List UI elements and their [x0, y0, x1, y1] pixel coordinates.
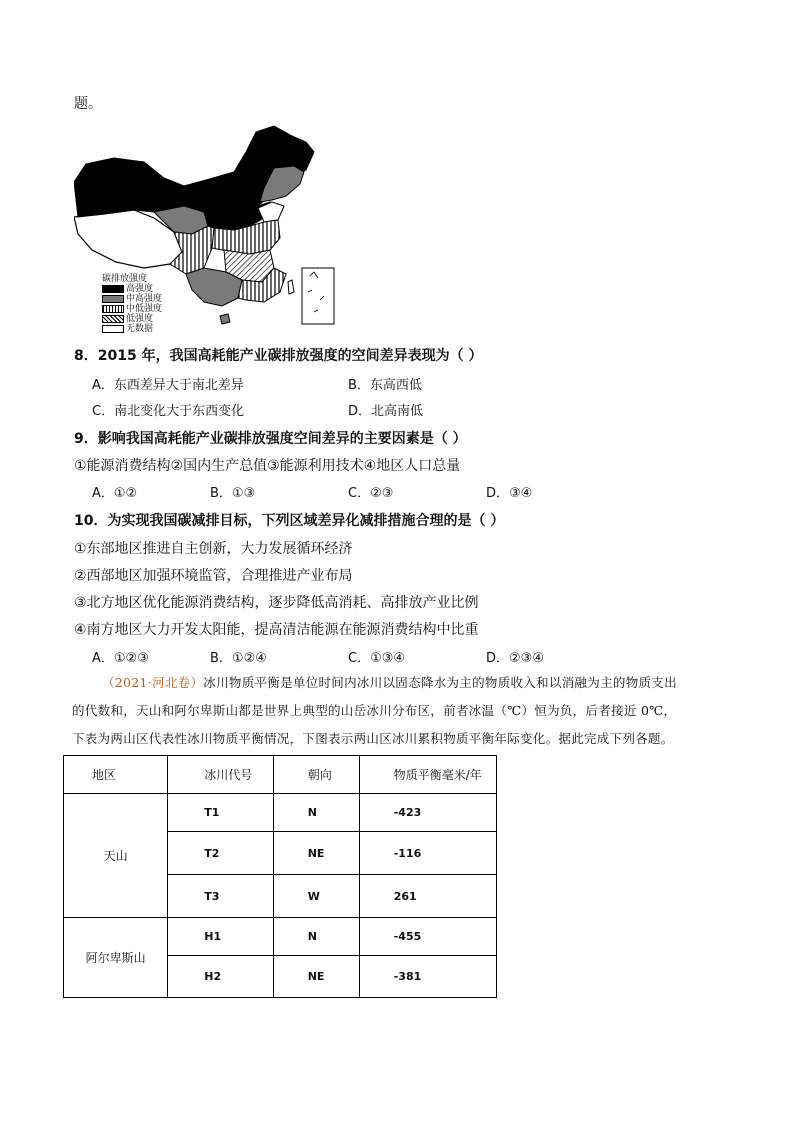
legend-swatch-none: [102, 325, 124, 333]
legend-swatch-mid-low: [102, 305, 124, 313]
legend-mid-low: 中低强度: [126, 304, 163, 314]
passage-line-1: （2021·河北卷）冰川物质平衡是单位时间内冰川以固态降水为主的物质收入和以消融为主的物质支出: [102, 675, 677, 690]
glacier-code: T3: [168, 875, 273, 918]
q10-statement-2: ②西部地区加强环境监管，合理推进产业布局: [74, 568, 353, 584]
glacier-balance: -381: [359, 956, 496, 998]
q8-option-d[interactable]: D．北高南低: [348, 404, 424, 419]
legend-low: 低强度: [126, 314, 154, 324]
legend-high: 高强度: [126, 284, 154, 294]
q9-option-c[interactable]: C．②③: [348, 486, 394, 501]
glacier-dir: NE: [273, 832, 359, 875]
q10-statement-3: ③北方地区优化能源消费结构，逐步降低高消耗、高排放产业比例: [74, 595, 479, 611]
passage-line-2: 的代数和，天山和阿尔卑斯山都是世界上典型的山岳冰川分布区，前者冰温（℃）恒为负，后者接近 0℃，: [72, 703, 677, 718]
glacier-balance: 261: [359, 875, 496, 918]
q8-option-b[interactable]: B．东高西低: [348, 378, 422, 393]
glacier-dir: NE: [273, 956, 359, 998]
south-sea-inset: [302, 268, 334, 324]
glacier-balance: -116: [359, 832, 496, 875]
region-hainan: [220, 314, 230, 324]
q10-statement-1: ①东部地区推进自主创新，大力发展循环经济: [74, 541, 353, 557]
q10-statement-4: ④南方地区大力开发太阳能，提高清洁能源在能源消费结构中比重: [74, 622, 479, 638]
table-header-row: [64, 756, 497, 794]
table-header-code: 冰川代号: [168, 756, 273, 794]
q8-option-c[interactable]: C．南北变化大于东西变化: [92, 404, 245, 419]
table-header-dir: 朝向: [273, 756, 359, 794]
glacier-code: T2: [168, 832, 273, 875]
source-tag: （2021·河北卷）: [102, 675, 204, 690]
region-tianshan: 天山: [64, 794, 168, 918]
q10-stem: 10．为实现我国碳减排目标，下列区域差异化减排措施合理的是（ ）: [74, 513, 505, 529]
glacier-balance-table: [63, 755, 497, 998]
table-header-balance: 物质平衡毫米/年: [359, 756, 496, 794]
table-header-region: 地区: [64, 756, 168, 794]
china-carbon-map: [74, 122, 344, 337]
legend-swatch-low: [102, 315, 124, 323]
q10-option-d[interactable]: D．②③④: [486, 651, 544, 666]
q9-option-d[interactable]: D．③④: [486, 486, 533, 501]
legend-swatch-mid-high: [102, 295, 124, 303]
region-taiwan: [288, 280, 294, 294]
q8-stem: 8．2015 年，我国高耗能产业碳排放强度的空间差异表现为（ ）: [74, 348, 483, 364]
legend-none: 无数据: [126, 324, 154, 334]
glacier-code: T1: [168, 794, 273, 832]
legend-swatch-high: [102, 285, 124, 293]
q10-option-c[interactable]: C．①③④: [348, 651, 406, 666]
glacier-dir: W: [273, 875, 359, 918]
region-alps: 阿尔卑斯山: [64, 918, 168, 998]
q8-option-a[interactable]: A．东西差异大于南北差异: [92, 378, 244, 393]
header-fragment: 题。: [74, 96, 102, 112]
q9-stem: 9．影响我国高耗能产业碳排放强度空间差异的主要因素是（ ）: [74, 431, 467, 447]
table-row: [64, 918, 497, 956]
glacier-balance: -455: [359, 918, 496, 956]
glacier-code: H1: [168, 918, 273, 956]
passage-line-3: 下表为两山区代表性冰川物质平衡情况，下图表示两山区冰川累积物质平衡年际变化。据此完成下列各题。: [72, 731, 674, 746]
glacier-dir: N: [273, 918, 359, 956]
legend-title: 碳排放强度: [102, 274, 148, 284]
table-row: [64, 794, 497, 832]
q9-option-a[interactable]: A．①②: [92, 486, 138, 501]
legend-mid-high: 中高强度: [126, 294, 163, 304]
q10-option-b[interactable]: B．①②④: [210, 651, 267, 666]
glacier-dir: N: [273, 794, 359, 832]
map-legend: [102, 274, 162, 334]
glacier-code: H2: [168, 956, 273, 998]
glacier-balance: -423: [359, 794, 496, 832]
q9-option-b[interactable]: B．①③: [210, 486, 256, 501]
q10-option-a[interactable]: A．①②③: [92, 651, 149, 666]
q9-factors: ①能源消费结构②国内生产总值③能源利用技术④地区人口总量: [74, 458, 461, 474]
